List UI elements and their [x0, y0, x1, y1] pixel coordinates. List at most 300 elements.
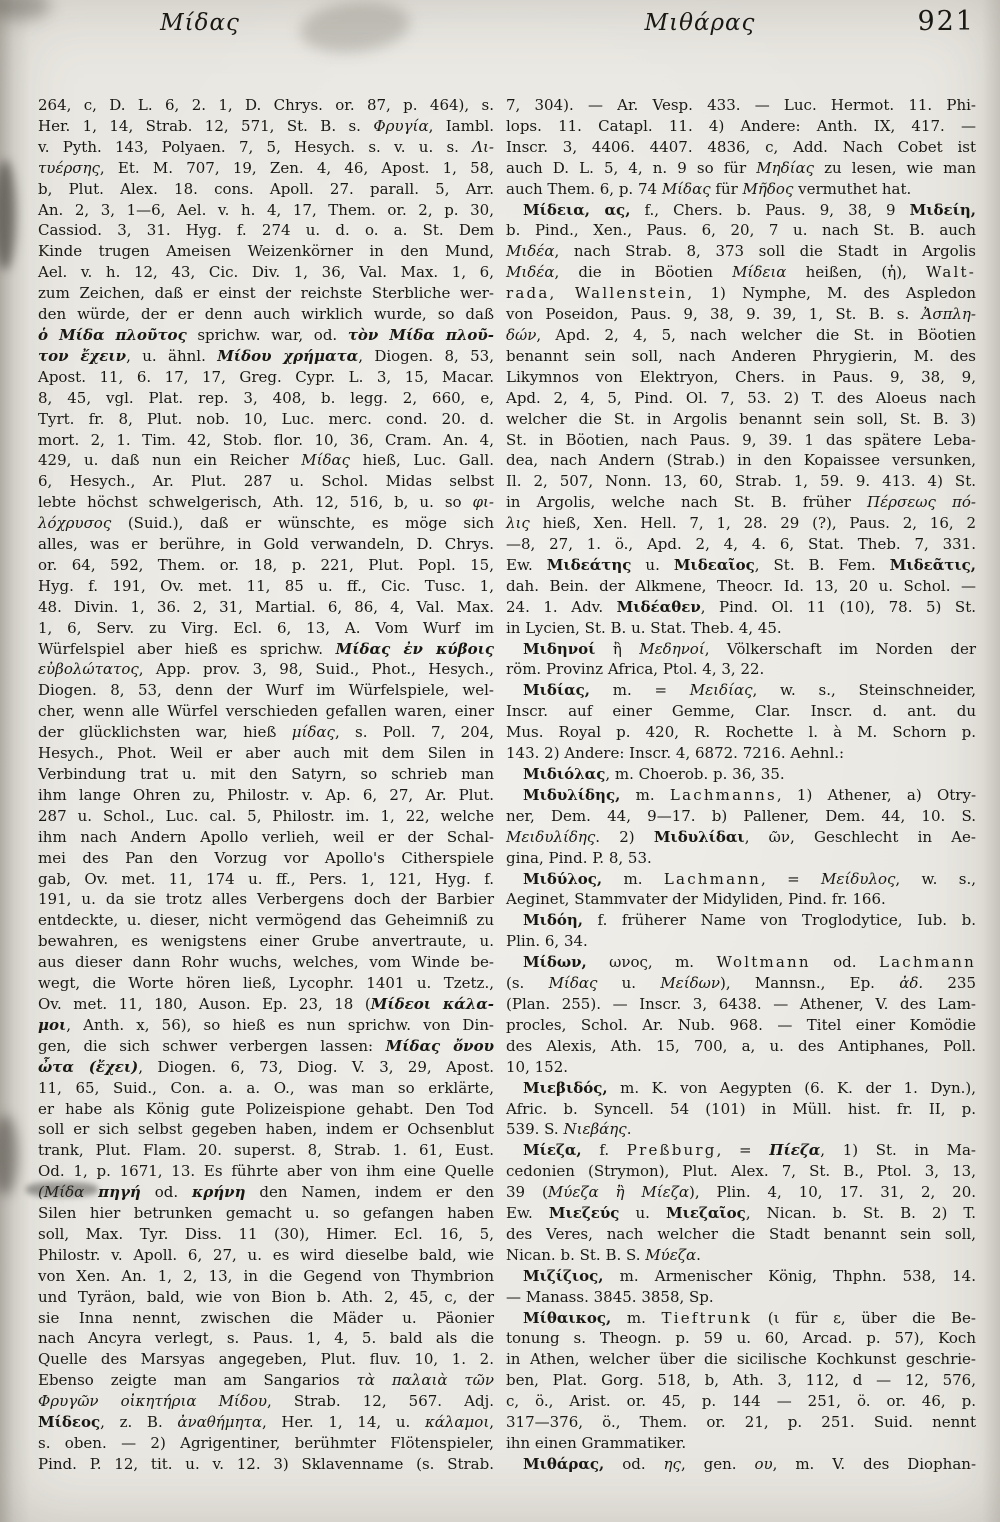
text-line	[38, 973, 494, 994]
text-line	[506, 994, 976, 1015]
text-line	[506, 1370, 976, 1391]
text-segment: alles, was er berühre, in Gold verwandeln, D. Chrys.	[38, 535, 494, 554]
text-line	[506, 659, 976, 680]
text-segment: Quelle des Marsyas angegeben, Plut. fluv. 10, 1. 2.	[38, 1350, 494, 1369]
text-segment: Lachmann	[663, 869, 761, 888]
text-segment: Μιθάρας,	[523, 1454, 605, 1473]
text-line	[506, 492, 976, 513]
text-line	[506, 869, 976, 890]
text-segment: Μίδων,	[523, 953, 587, 972]
text-segment: Plin. 6, 34.	[506, 932, 588, 951]
text-segment: ἢ	[595, 639, 640, 658]
text-segment: Ebenso zeigte man am Sangarios	[38, 1371, 357, 1390]
text-segment: . 2)	[595, 827, 654, 846]
text-segment: od.	[140, 1183, 193, 1202]
text-segment: 317—376, ö., Them. or. 21, p. 251. Suid. nennt	[506, 1413, 976, 1432]
text-line	[38, 1203, 494, 1224]
text-segment: , App. prov. 3, 98, Suid., Phot., Hesych.,	[138, 660, 494, 679]
text-line	[506, 1433, 976, 1454]
text-line	[506, 179, 976, 200]
text-segment: Μιδέαθεν	[616, 597, 701, 616]
text-line	[38, 534, 494, 555]
text-line	[506, 1349, 976, 1370]
text-line	[506, 1078, 976, 1099]
text-line	[506, 576, 976, 597]
text-line	[38, 262, 494, 283]
text-segment: in Athen, welcher über die sicilische Kochkunst geschrie-	[506, 1350, 976, 1369]
text-segment: μίδας	[291, 723, 335, 742]
text-segment: , nach Strab. 8, 373 soll die Stadt in Argolis	[554, 242, 976, 261]
text-segment: sprichw. war, od.	[186, 325, 348, 344]
text-line	[506, 1412, 976, 1433]
text-line	[38, 325, 494, 346]
text-segment: (Plan. 255). — Inscr. 3, 6438. — Athener, V. des Lam-	[506, 994, 976, 1013]
text-segment: od.	[604, 1454, 664, 1473]
text-line	[38, 1433, 494, 1454]
text-line	[506, 889, 976, 910]
text-segment: Μύεζα	[645, 1245, 697, 1264]
text-segment: od.	[810, 953, 879, 972]
text-segment: Tieftrunk	[661, 1308, 753, 1327]
text-line	[38, 388, 494, 409]
text-segment: λόχρυσος	[38, 514, 112, 533]
text-segment: Würfelspiel aber hieß es sprichw.	[38, 639, 336, 658]
text-segment: f.	[581, 1141, 627, 1160]
text-line	[506, 200, 976, 221]
text-segment: , Her. 1, 14, u.	[261, 1413, 425, 1432]
text-line	[38, 806, 494, 827]
text-segment: Kinde trugen Ameisen Weizenkörner in den Mund,	[38, 242, 494, 261]
text-segment: Likymnos von Elektryon, Chers. in Paus. 9, 38, 9,	[506, 367, 976, 386]
text-segment: Ael. v. h. 12, 43, Cic. Div. 1, 36, Val. Max. 1, 6,	[38, 263, 494, 282]
text-segment: der glücklichsten war, hieß	[38, 723, 292, 742]
text-line	[38, 764, 494, 785]
header-left-keyword: Μίδας	[160, 10, 240, 36]
text-line	[38, 1161, 494, 1182]
text-line	[38, 555, 494, 576]
text-line	[506, 241, 976, 262]
text-segment: gina, Pind. P. 8, 53.	[506, 848, 652, 867]
text-line	[38, 576, 494, 597]
text-line	[38, 1287, 494, 1308]
text-segment: ἀδ.	[899, 974, 924, 993]
text-line	[506, 1015, 976, 1036]
text-line	[38, 1412, 494, 1433]
text-segment: u.	[619, 1204, 667, 1223]
header-right-keyword: Μιθάρας	[644, 10, 756, 36]
text-segment: Μιδόη,	[523, 911, 583, 930]
text-line	[38, 743, 494, 764]
text-line	[38, 1099, 494, 1120]
text-line	[38, 116, 494, 137]
right-column	[506, 95, 976, 1475]
text-line	[38, 1266, 494, 1287]
text-line	[506, 1182, 976, 1203]
text-segment: 429, u. daß nun ein Reicher	[38, 451, 302, 470]
text-line	[38, 722, 494, 743]
text-segment: Pind. P. 12, tit. u. v. 12. 3) Sklavenname (s. Strab.	[38, 1454, 494, 1473]
text-segment: mei des Pan den Vorzug vor Apollo's Citherspiele	[38, 848, 494, 867]
text-segment: 6, Hesych., Ar. Plut. 287 u. Schol. Midas selbst	[38, 472, 494, 491]
text-segment: m. =	[590, 681, 690, 700]
text-segment: dah. Bein. der Alkmene, Theocr. Id. 13, 20 u. Schol. —	[506, 576, 976, 595]
text-segment: .	[696, 1245, 701, 1264]
text-segment: ἀναθήμητα	[177, 1413, 262, 1432]
text-segment: 191, u. da sie trotz alles Verbergens doch der Barbier	[38, 890, 494, 909]
text-segment: Φρυγία	[373, 116, 429, 135]
text-segment: auch D. L. 5, 4, n. 9 so für	[506, 158, 757, 177]
text-segment: Μεδηνοί	[639, 639, 705, 658]
text-segment: ihm nach Andern Apollo verlieh, weil er der Schal-	[38, 827, 494, 846]
text-segment: v. Pyth. 143, Polyaen. 7, 5, Hesych. s. v. u. s.	[38, 137, 473, 156]
text-line	[506, 304, 976, 325]
text-segment: δών	[506, 325, 537, 344]
text-line	[506, 1057, 976, 1078]
text-segment: , =	[716, 1141, 770, 1160]
text-line	[38, 304, 494, 325]
text-line	[38, 220, 494, 241]
text-segment: soll, Max. Tyr. Diss. 11 (30), Himer. Ecl. 16, 5,	[38, 1224, 494, 1243]
text-line	[38, 1370, 494, 1391]
text-segment: Μίδας ὄνου	[385, 1036, 494, 1055]
text-segment: ὁ Μίδα πλοῦτος	[38, 325, 187, 344]
text-line	[506, 116, 976, 137]
text-line	[38, 158, 494, 179]
text-segment: Μίδεος	[38, 1413, 101, 1432]
text-segment: Μῆδος	[742, 179, 794, 198]
text-segment: , Iambl.	[428, 116, 495, 135]
text-line	[38, 1140, 494, 1161]
text-line	[506, 283, 976, 304]
text-line	[38, 848, 494, 869]
text-segment: Preßburg	[626, 1141, 717, 1160]
text-segment: Μιδυλίδης,	[523, 785, 621, 804]
text-segment: Hyg. f. 191, Ov. met. 11, 85 u. ff., Cic. Tusc. 1,	[38, 576, 494, 595]
text-segment: ), Mannsn., Ep.	[719, 974, 900, 993]
text-segment: Woltmann	[716, 953, 811, 972]
text-segment: Μείδων	[660, 974, 720, 993]
text-line	[38, 450, 494, 471]
text-segment: gen, die sich schwer verbergen lassen:	[38, 1036, 386, 1055]
text-segment: τυέρσης	[38, 158, 100, 177]
text-segment: Λι-	[472, 137, 494, 156]
text-segment: ης	[663, 1454, 681, 1473]
text-line	[38, 283, 494, 304]
text-segment: , Anth. x, 56), so hieß es nun sprichw. von Din-	[66, 1015, 494, 1034]
text-line	[506, 1119, 976, 1140]
text-segment: Μιδεαῖος	[673, 555, 755, 574]
text-segment: πηγή	[98, 1183, 141, 1202]
text-segment: Μίδεοι κάλα-	[370, 994, 494, 1013]
text-line	[506, 848, 976, 869]
text-segment: b, Plut. Alex. 18. cons. Apoll. 27. parall. 5, Arr.	[38, 179, 494, 198]
text-line	[506, 701, 976, 722]
text-line	[38, 889, 494, 910]
text-segment: tonung s. Theogn. p. 59 u. 60, Arcad. p. 57), Koch	[506, 1329, 976, 1348]
text-line	[506, 409, 976, 430]
text-segment: 7, 304). — Ar. Vesp. 433. — Luc. Hermot. 11. Phi-	[506, 96, 976, 114]
text-segment: Μιδέα	[506, 263, 555, 282]
text-line	[38, 785, 494, 806]
text-line	[38, 910, 494, 931]
text-segment: Μιδύλος,	[523, 869, 603, 888]
text-segment: welcher die St. in Argolis benannt sein soll, St. B. 3)	[506, 409, 976, 428]
text-segment: , =	[760, 869, 822, 888]
text-segment: mort. 2, 1. Tim. 42, Stob. flor. 10, 36, Cram. An. 4,	[38, 430, 494, 449]
text-line	[38, 1015, 494, 1036]
text-line	[506, 137, 976, 158]
text-segment: Mus. Royal p. 420, R. Rochette l. à M. Schorn p.	[506, 723, 976, 742]
text-segment: auch Them. 6, p. 74	[506, 179, 662, 198]
text-segment: , Pind. Ol. 11 (10), 78. 5) St.	[700, 597, 976, 616]
text-segment: φι-	[472, 493, 494, 512]
text-segment: und Tyräon, bald, wie von Bion b. Ath. 2, 45, c, der	[38, 1287, 494, 1306]
text-segment: Μιδεάτης	[546, 555, 632, 574]
text-segment: benannt sein soll, nach Anderen Phrygierin, M. des	[506, 346, 976, 365]
text-segment: 143. 2) Andere: Inscr. 4, 6872. 7216. Aehnl.:	[506, 744, 845, 763]
text-line	[38, 1349, 494, 1370]
text-segment: Μίδας	[548, 974, 598, 993]
text-segment: hieß, Luc. Gall.	[350, 451, 494, 470]
text-line	[38, 1078, 494, 1099]
text-segment: Μειδυλίδης	[506, 827, 596, 846]
text-segment: , Diogen. 8, 53,	[358, 346, 494, 365]
text-segment: 287 u. Schol., Luc. cal. 5, Philostr. im. 1, 22, welche	[38, 806, 494, 825]
text-line	[38, 1454, 494, 1475]
text-segment: Μιδηνοί	[523, 639, 596, 658]
text-segment: m. K. von Aegypten (6. K. der 1. Dyn.),	[607, 1078, 976, 1097]
text-segment: Μίδεια	[732, 263, 787, 282]
text-segment: , Diogen. 6, 73, Diog. V. 3, 29, Apost.	[138, 1057, 494, 1076]
text-line	[506, 513, 976, 534]
text-segment: ου	[754, 1454, 773, 1473]
text-segment: in Argolis, welche nach St. B. früher	[506, 493, 868, 512]
text-segment: , z. B.	[100, 1413, 178, 1432]
text-line	[38, 1036, 494, 1057]
text-line	[506, 618, 976, 639]
text-segment: 10, 152.	[506, 1057, 569, 1076]
text-segment: (Μίδα	[38, 1183, 99, 1202]
text-segment: bewahren, es wenigstens einer Grube anvertraute, u.	[38, 932, 494, 951]
text-segment: Ἀσπλη-	[921, 305, 976, 324]
text-segment: m. Armenischer König, Thphn. 538, 14.	[603, 1266, 976, 1285]
text-segment: aus dieser dann Rohr wuchs, welches, vom Winde be-	[38, 953, 494, 972]
text-line	[506, 910, 976, 931]
text-segment: Nican. b. St. B. S.	[506, 1245, 646, 1264]
text-segment: röm. Provinz Africa, Ptol. 4, 3, 22.	[506, 660, 765, 679]
text-segment: dea, nach Andern (Strab.) in den Kopaissee versunken,	[506, 451, 976, 470]
text-segment: Diogen. 8, 53, denn der Wurf im Würfelspiele, wel-	[38, 681, 494, 700]
text-segment: lebte höchst schwelgerisch, Ath. 12, 516, b, u. so	[38, 493, 473, 512]
text-line	[38, 179, 494, 200]
text-segment: u.	[597, 974, 661, 993]
text-segment: lops. 11. Catapl. 11. 4) Andere: Anth. IX, 417. —	[506, 116, 976, 135]
text-line	[506, 95, 976, 116]
text-segment: Φρυγῶν οἰκητήρια Μίδου	[38, 1392, 267, 1411]
text-segment: Od. 1, p. 1671, 13. Es führte aber von ihm eine Quelle	[38, 1162, 494, 1181]
text-line	[506, 346, 976, 367]
text-line	[38, 95, 494, 116]
text-line	[506, 639, 976, 660]
text-segment: , m. Choerob. p. 36, 35.	[605, 765, 785, 783]
text-line	[506, 1099, 976, 1120]
text-segment: Μείδυλος	[821, 869, 896, 888]
text-segment: 11, 65, Suid., Con. a. a. O., was man so erklärte,	[38, 1078, 494, 1097]
text-segment: Apd. 2, 4, 5, Pind. Ol. 7, 53. 2) T. des Aloeus nach	[506, 388, 976, 407]
text-line	[38, 241, 494, 262]
text-segment: Ew.	[506, 1204, 549, 1223]
text-segment: rada, Wallenstein,	[506, 284, 695, 303]
text-segment: Μειδίας	[689, 681, 753, 700]
text-segment: Lachmann	[878, 953, 976, 972]
text-line	[506, 220, 976, 241]
text-segment: nach Ancyra verlegt, s. Paus. 1, 4, 5. bald als die	[38, 1329, 494, 1348]
text-segment: Μιεβιδός,	[523, 1078, 608, 1097]
text-segment: u.	[631, 555, 674, 574]
text-line	[506, 1454, 976, 1475]
text-segment: in Lycien, St. B. u. Stat. Theb. 4, 45.	[506, 618, 782, 637]
text-segment: gab, Ov. met. 11, 174 u. ff., Pers. 1, 121, Hyg. f.	[38, 869, 494, 888]
text-segment: ihm lange Ohren zu, Philostr. v. Ap. 6, 27, Ar. Plut.	[38, 785, 494, 804]
text-segment: Νιεβάης	[563, 1120, 627, 1139]
text-segment: Cassiod. 3, 31. Hyg. f. 274 u. d. o. a. St. Dem	[38, 221, 494, 240]
text-line	[38, 430, 494, 451]
text-line	[38, 869, 494, 890]
text-segment: or. 64, 592, Them. or. 18, p. 221, Plut. Popl. 15,	[38, 555, 494, 574]
text-segment: Walt-	[926, 263, 976, 282]
text-segment: , m. V. des Diophan-	[772, 1454, 977, 1473]
text-line	[38, 200, 494, 221]
text-line	[506, 158, 976, 179]
text-segment: St. in Böotien, nach Paus. 9, 39. 1 das spätere Leba-	[506, 430, 976, 449]
text-segment: , Nican. b. St. B. 2) T.	[745, 1204, 977, 1223]
text-segment: m.	[620, 785, 670, 804]
text-segment: zum Zeichen, daß er einst der reichste Sterbliche wer-	[38, 284, 494, 303]
page-number: 921	[917, 6, 975, 37]
text-segment: Ew.	[506, 555, 547, 574]
text-segment: Μιεζεύς	[548, 1204, 620, 1223]
text-segment: Tyrt. fr. 8, Plut. nob. 10, Luc. merc. cond. 20. d.	[38, 409, 494, 428]
text-segment: ben, Plat. Gorg. 518, b, Ath. 3, 112, d — 12, 576,	[506, 1371, 976, 1390]
text-segment: Verbindung trat u. mit den Satyrn, so schrieb man	[38, 765, 494, 783]
text-segment: τὰ παλαιὰ τῶν	[356, 1371, 495, 1390]
text-segment: ὦτα (ἔχει)	[38, 1057, 139, 1076]
scan-smudge	[0, 0, 50, 20]
text-line	[506, 722, 976, 743]
text-segment: m.	[602, 869, 664, 888]
text-segment: hieß, Xen. Hell. 7, 1, 28. 29 (?), Paus. 2, 16, 2	[529, 514, 976, 533]
text-segment: Apost. 11, 6. 17, 17, Greg. Cypr. L. 3, 15, Macar.	[38, 367, 494, 386]
text-segment: —8, 27, 1. ö., Apd. 2, 4, 4. 6, Stat. Theb. 7, 331.	[506, 535, 976, 554]
text-line	[506, 1266, 976, 1287]
text-segment: b. Pind., Xen., Paus. 6, 20, 7 u. nach St. B. auch	[506, 221, 976, 240]
text-segment: ihn einen Grammatiker.	[506, 1434, 687, 1452]
text-line	[38, 346, 494, 367]
text-segment: von Poseidon, Paus. 9, 38, 9. 39, 1, St. B. s.	[506, 305, 922, 324]
text-segment: entdeckte, u. dieser, nicht vermögend das Geheimniß zu	[38, 911, 494, 930]
text-segment: f., Chers. b. Paus. 9, 38, 9	[630, 200, 910, 219]
text-segment: , Apd. 2, 4, 5, nach welcher die St. in Böotien	[536, 325, 976, 344]
text-segment: des Veres, nach welcher die Stadt benannt sein soll,	[506, 1224, 976, 1243]
text-segment: f. früherer Name von Troglodytice, Iub. b.	[583, 911, 976, 930]
text-line	[38, 367, 494, 388]
text-segment: s. oben. — 2) Agrigentiner, berühmter Flötenspieler,	[38, 1434, 494, 1452]
text-line	[506, 1308, 976, 1329]
text-line	[38, 680, 494, 701]
text-segment: Μίεζα,	[523, 1141, 582, 1160]
text-line	[506, 973, 976, 994]
scan-smudge	[0, 1115, 18, 1195]
text-segment: , die in Böotien	[554, 263, 733, 282]
text-segment: μοι	[38, 1015, 67, 1034]
text-line	[506, 931, 976, 952]
text-segment: , gen.	[680, 1454, 755, 1473]
text-segment: , 1) Athener, a) Otry-	[776, 785, 977, 804]
text-segment: , Et. M. 707, 19, Zen. 4, 46, Apost. 1, 58,	[99, 158, 494, 177]
text-segment: , Strab. 12, 567. Adj.	[267, 1392, 495, 1411]
text-segment: 1, 6, Serv. zu Virg. Ecl. 6, 13, A. Vom Wurf im	[38, 618, 494, 637]
text-segment: , 1) St. in Ma-	[820, 1141, 977, 1160]
left-column	[38, 95, 494, 1475]
text-line	[38, 513, 494, 534]
text-segment: ,	[489, 1413, 494, 1432]
text-segment: , u. ähnl.	[126, 346, 218, 365]
text-segment: ), Plin. 4, 10, 17. 31, 2, 20.	[688, 1183, 977, 1202]
text-line	[506, 471, 976, 492]
text-segment: , w. s.,	[895, 869, 976, 888]
text-line	[38, 994, 494, 1015]
text-segment: Aeginet, Stammvater der Midyliden, Pind. fr. 166.	[506, 890, 886, 909]
text-segment: m.	[611, 1308, 662, 1327]
text-line	[506, 1161, 976, 1182]
text-segment: wegt, die Worte hören ließ, Lycophr. 1401 u. Tzetz.,	[38, 974, 494, 993]
text-segment: Hesych., Phot. Weil er aber auch mit dem Silen in	[38, 744, 494, 763]
text-line	[506, 1224, 976, 1245]
text-line	[38, 1391, 494, 1412]
text-line	[506, 597, 976, 618]
text-line	[506, 388, 976, 409]
text-segment: Inscr. auf einer Gemme, Clar. Inscr. d. ant. du	[506, 702, 976, 721]
text-segment: , Völkerschaft im Norden der	[704, 639, 976, 658]
text-line	[38, 471, 494, 492]
text-segment: εὐβολώτατος	[38, 660, 139, 679]
text-segment: Afric. b. Syncell. 54 (101) in Müll. hist. fr. II, p.	[506, 1099, 976, 1118]
text-line	[506, 367, 976, 388]
text-segment: Il. 2, 507, Nonn. 13, 60, Strab. 1, 59. 9. 413. 4) St.	[506, 472, 976, 491]
text-line	[506, 743, 976, 764]
text-line	[506, 1140, 976, 1161]
text-segment: 264, c, D. L. 6, 2. 1, D. Chrys. or. 87, p. 464), s.	[38, 96, 494, 114]
text-segment: zu lesen, wie man	[814, 158, 976, 177]
text-segment: An. 2, 3, 1—6, Ael. v. h. 4, 17, Them. or. 2, p. 30,	[38, 200, 494, 219]
text-line	[506, 1203, 976, 1224]
text-line	[506, 680, 976, 701]
text-segment: 235	[923, 974, 977, 993]
text-segment: κρήνη	[192, 1183, 246, 1202]
text-segment: den Namen, indem er den	[245, 1183, 494, 1202]
text-segment: Μιεζαῖος	[666, 1204, 746, 1223]
text-line	[38, 931, 494, 952]
text-line	[506, 785, 976, 806]
text-segment: Μίδεια, ας,	[523, 200, 631, 219]
text-segment: τὸν Μίδα πλοῦ-	[347, 325, 495, 344]
text-line	[38, 659, 494, 680]
text-segment: Πέρσεως πό-	[867, 493, 976, 512]
text-line	[506, 806, 976, 827]
text-line	[38, 1224, 494, 1245]
text-segment: cher, wenn alle Würfel verschieden gefallen waren, einer	[38, 702, 494, 721]
text-segment: Lachmanns	[669, 785, 777, 804]
